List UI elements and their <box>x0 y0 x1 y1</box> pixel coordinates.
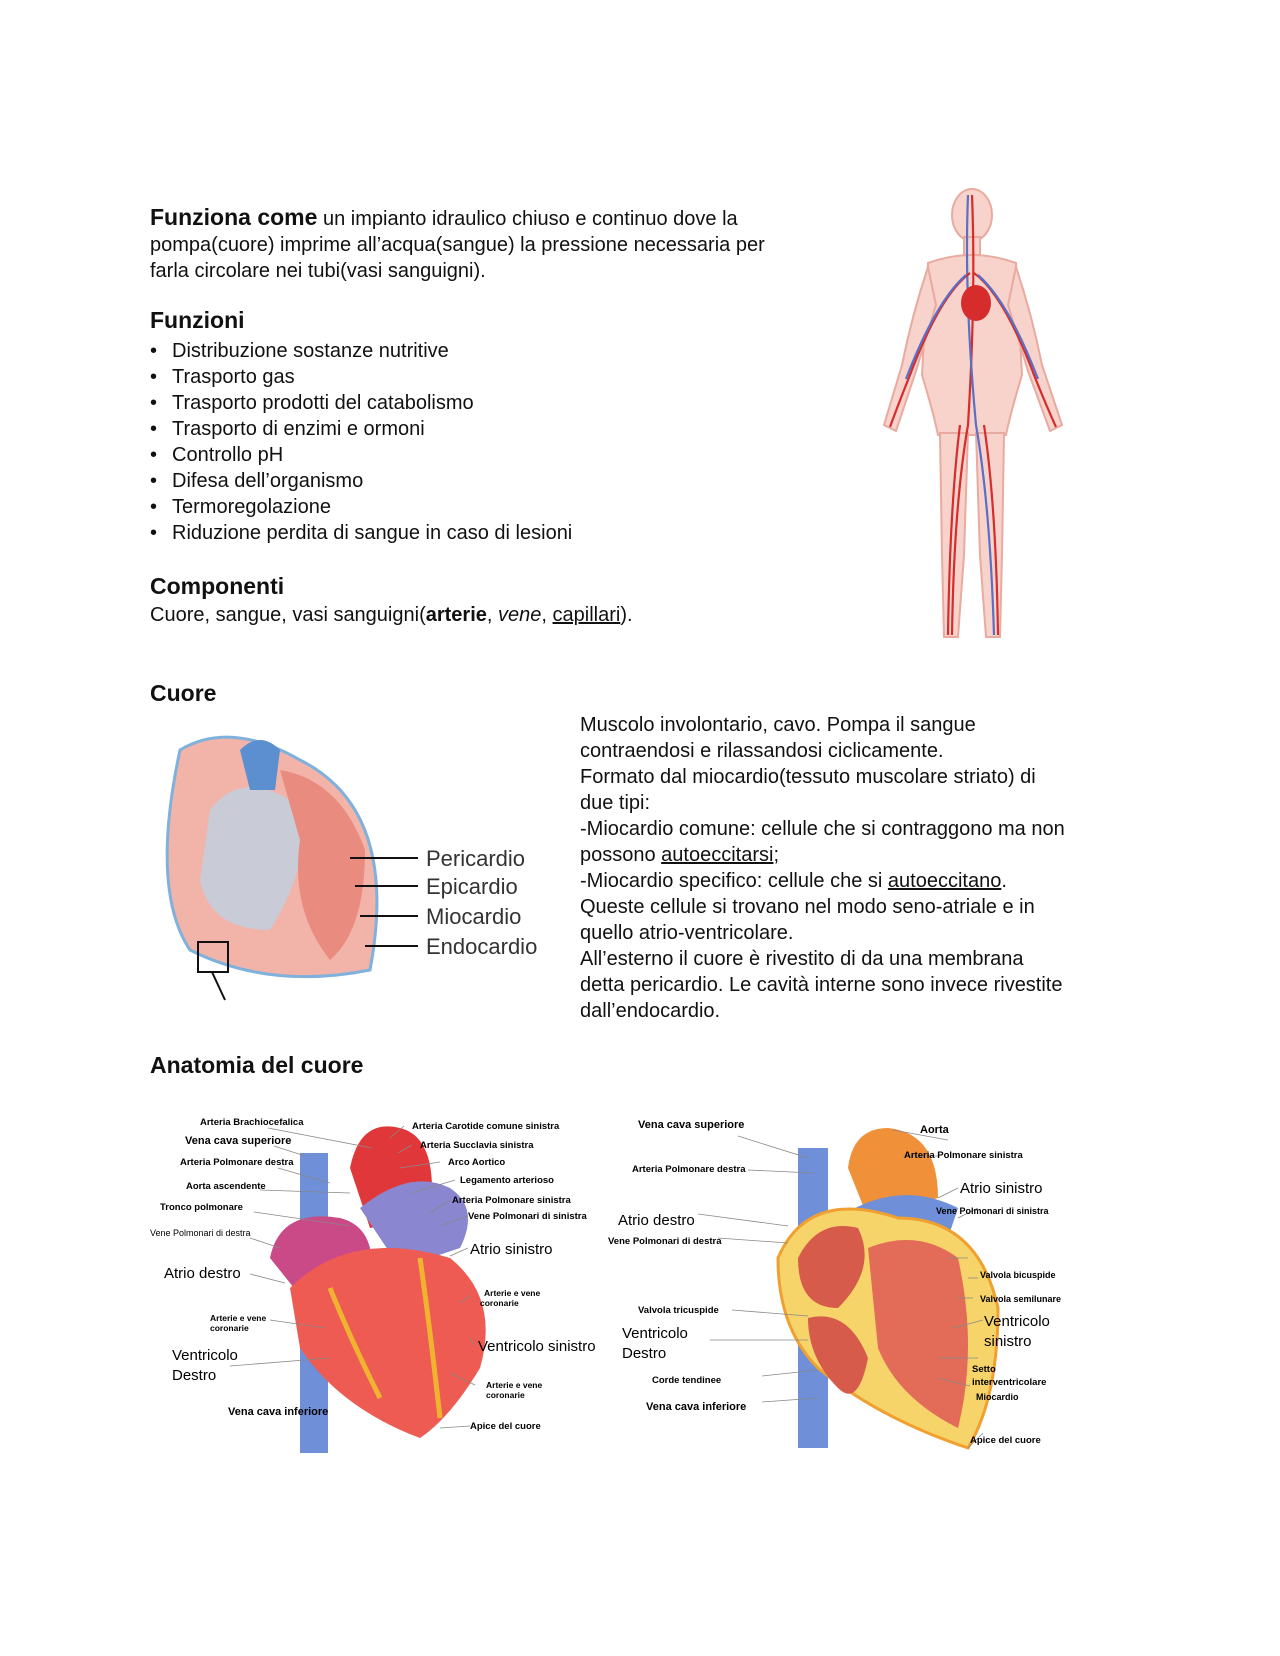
anatomy-label: Arteria Polmonare sinistra <box>452 1195 571 1206</box>
cuore-line: quello atrio-ventricolare. <box>580 922 794 944</box>
anatomy-label: Atrio sinistro <box>470 1241 553 1258</box>
anatomy-label: Ventricolo sinistro <box>478 1338 596 1355</box>
anatomy-label: Apice del cuore <box>970 1435 1041 1446</box>
componenti-heading: Componenti <box>150 573 285 599</box>
anatomy-label: Arteria Polmonare destra <box>180 1157 294 1168</box>
heart-wall-diagram <box>150 730 550 1000</box>
anatomy-label: Atrio sinistro <box>960 1180 1043 1197</box>
anatomy-label: Tronco polmonare <box>160 1202 243 1213</box>
anatomy-label: coronarie <box>486 1390 525 1400</box>
anatomy-label: Vena cava superiore <box>185 1135 292 1147</box>
list-item: • Trasporto di enzimi e ormoni <box>148 416 572 442</box>
anatomy-label: Vene Polmonari di destra <box>608 1236 722 1247</box>
layer-label: Pericardio <box>426 846 526 871</box>
anatomy-label: Valvola tricuspide <box>638 1305 719 1316</box>
cuore-line: Muscolo involontario, cavo. Pompa il sangue <box>580 714 976 736</box>
componenti-suffix: ). <box>620 604 633 626</box>
intro-line-3: farla circolare nei tubi(vasi sanguigni). <box>150 260 486 282</box>
componenti-capillari: capillari <box>552 604 621 626</box>
intro-line-2: pompa(cuore) imprime all’acqua(sangue) la pressione necessaria per <box>150 234 765 256</box>
layer-label: Endocardio <box>426 934 538 959</box>
anatomy-label: Vena cava superiore <box>638 1119 745 1131</box>
external-heart-diagram <box>150 1108 640 1468</box>
anatomy-label: Arteria Polmonare sinistra <box>904 1150 1023 1161</box>
cuore-line: Queste cellule si trovano nel modo seno-atriale e in <box>580 896 1035 918</box>
anatomy-label: Setto <box>972 1364 996 1375</box>
anatomy-label: Corde tendinee <box>652 1375 722 1386</box>
anatomy-label: Vene Polmonari di sinistra <box>468 1211 587 1222</box>
cuore-line: contraendosi e rilassandosi ciclicamente. <box>580 740 944 762</box>
anatomy-label: Arteria Polmonare destra <box>632 1164 746 1175</box>
anatomy-label: Atrio destro <box>164 1265 241 1282</box>
text-span: autoeccitarsi <box>661 844 774 866</box>
anatomy-label: Vena cava inferiore <box>228 1406 329 1418</box>
circulatory-system-illustration <box>850 175 1090 675</box>
anatomy-label: Arteria Succlavia sinistra <box>420 1140 534 1151</box>
anatomy-label: Destro <box>622 1345 667 1362</box>
list-item: • Riduzione perdita di sangue in caso di lesioni <box>148 520 572 546</box>
anatomy-label: Arterie e vene <box>484 1288 541 1298</box>
cuore-line: due tipi: <box>580 792 651 814</box>
anatomy-label: Ventricolo <box>984 1313 1050 1330</box>
anatomy-label: coronarie <box>480 1298 519 1308</box>
intro-paragraph <box>150 204 830 284</box>
cuore-line: Formato dal miocardio(tessuto muscolare striato) di <box>580 766 1036 788</box>
heart-icon <box>961 285 991 321</box>
anatomy-label: Legamento arterioso <box>460 1175 554 1186</box>
anatomy-label: Destro <box>172 1367 217 1384</box>
list-item: • Trasporto prodotti del catabolismo <box>148 390 572 416</box>
anatomy-label: Aorta ascendente <box>186 1181 266 1192</box>
cuore-line: dall’endocardio. <box>580 1000 721 1022</box>
list-item: • Termoregolazione <box>148 494 572 520</box>
list-item: • Trasporto gas <box>148 364 572 390</box>
text-span: . <box>1001 870 1007 892</box>
anatomy-label: Miocardio <box>976 1392 1019 1402</box>
intro-line-1: un impianto idraulico chiuso e continuo dove la <box>322 208 738 230</box>
componenti-arterie: arterie <box>425 604 487 626</box>
anatomy-label: sinistro <box>984 1333 1032 1350</box>
cuore-description <box>580 712 1140 1024</box>
text-span: -Miocardio specifico: cellule che si <box>580 870 888 892</box>
anatomy-label: Arco Aortico <box>448 1157 506 1168</box>
anatomy-label: Vena cava inferiore <box>646 1401 747 1413</box>
cuore-line: -Miocardio comune: cellule che si contraggono ma non <box>580 818 1065 840</box>
intro-lead: Funziona come <box>150 204 318 230</box>
componenti-vene: vene <box>498 604 542 626</box>
anatomy-label: Arterie e vene <box>486 1380 543 1390</box>
internal-heart-diagram <box>608 1108 1128 1478</box>
anatomy-label: Arteria Brachiocefalica <box>200 1117 304 1128</box>
anatomy-label: Ventricolo <box>622 1325 688 1342</box>
anatomy-label: Ventricolo <box>172 1347 238 1364</box>
cuore-line: All’esterno il cuore è rivestito di da una membrana <box>580 948 1024 970</box>
cuore-line <box>580 868 1140 894</box>
anatomy-label: Arterie e vene <box>210 1313 267 1323</box>
text-span: autoeccitano <box>887 870 1002 892</box>
anatomy-label: Valvola semilunare <box>980 1294 1062 1304</box>
anatomy-label: interventricolare <box>972 1377 1047 1388</box>
funzioni-heading: Funzioni <box>150 307 245 333</box>
cuore-heading: Cuore <box>150 680 217 706</box>
cuore-line: detta pericardio. Le cavità interne sono invece rivestite <box>580 974 1063 996</box>
layer-label: Epicardio <box>426 874 518 899</box>
anatomy-label: Vene Polmonari di sinistra <box>936 1206 1049 1216</box>
list-item: • Difesa dell’organismo <box>148 468 572 494</box>
layer-label: Miocardio <box>426 904 522 929</box>
componenti-text <box>150 604 633 627</box>
anatomy-label: Atrio destro <box>618 1212 695 1229</box>
text-span: possono <box>580 844 662 866</box>
funzioni-list <box>148 338 572 546</box>
anatomy-label: Aorta <box>920 1124 949 1136</box>
componenti-sep: , <box>541 604 553 626</box>
list-item: • Controllo pH <box>148 442 572 468</box>
componenti-prefix: Cuore, sangue, vasi sanguigni( <box>150 604 426 626</box>
componenti-sep: , <box>486 604 499 626</box>
anatomy-label: Vene Polmonari di destra <box>150 1228 251 1238</box>
list-item: • Distribuzione sostanze nutritive <box>148 338 572 364</box>
anatomy-label: coronarie <box>210 1323 249 1333</box>
anatomia-heading: Anatomia del cuore <box>150 1052 364 1078</box>
anatomy-label: Apice del cuore <box>470 1421 541 1432</box>
text-span: ; <box>773 844 780 866</box>
cuore-line <box>580 842 1140 868</box>
anatomy-label: Arteria Carotide comune sinistra <box>412 1121 560 1132</box>
anatomy-label: Valvola bicuspide <box>980 1270 1056 1280</box>
